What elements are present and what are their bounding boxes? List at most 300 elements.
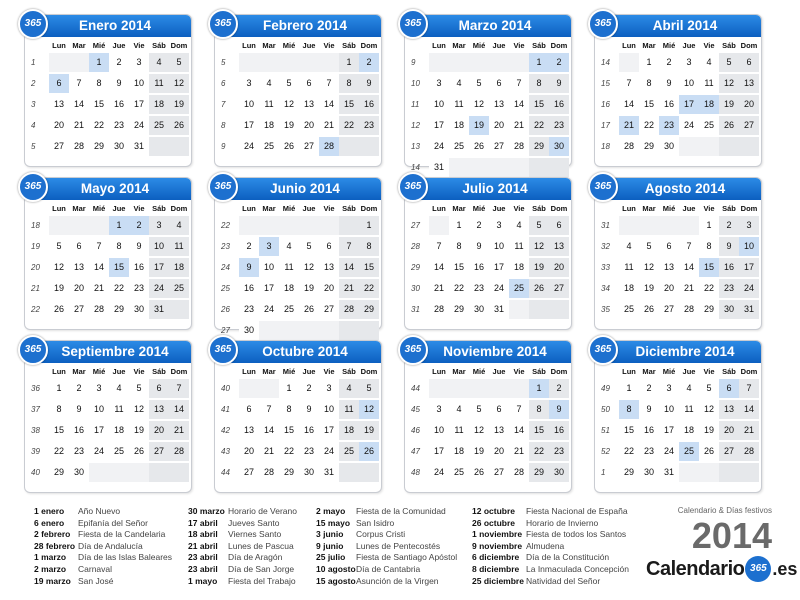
- day-name: Lun: [52, 204, 66, 213]
- day-cell: 20: [489, 116, 509, 135]
- day-cell: 5: [469, 400, 489, 419]
- day-cell: 30: [469, 300, 489, 319]
- day-cell: 29: [49, 463, 69, 482]
- day-cell: 15: [529, 95, 549, 114]
- day-cell: 12: [299, 258, 319, 277]
- holiday-date: 23 abril: [188, 552, 218, 563]
- day-name: Lun: [622, 367, 636, 376]
- day-cell: 1: [279, 379, 299, 398]
- day-name: Mié: [662, 367, 676, 376]
- week-number: 44: [221, 468, 230, 477]
- day-name: Mié: [282, 367, 296, 376]
- empty-day-cell: [679, 463, 699, 482]
- day-cell: 18: [339, 421, 359, 440]
- week-number: 25: [221, 284, 230, 293]
- week-row: [219, 136, 379, 157]
- day-cell: 22: [89, 116, 109, 135]
- day-cell: 6: [299, 74, 319, 93]
- day-name: Mié: [92, 204, 106, 213]
- day-cell: 11: [679, 400, 699, 419]
- week-number: 22: [221, 221, 230, 230]
- week-number: 43: [221, 447, 230, 456]
- day-cell: 12: [529, 237, 549, 256]
- week-number: 32: [601, 242, 610, 251]
- day-cell: 3: [129, 53, 149, 72]
- day-cell: 13: [489, 421, 509, 440]
- week-row: [29, 73, 189, 94]
- day-cell: 22: [279, 442, 299, 461]
- day-cell: 11: [259, 95, 279, 114]
- day-cell: 25: [149, 116, 169, 135]
- day-cell: 29: [619, 463, 639, 482]
- week-number: 16: [601, 100, 610, 109]
- day-cell: 13: [319, 258, 339, 277]
- day-cell: 13: [659, 258, 679, 277]
- week-row: [29, 136, 189, 157]
- day-name: Dom: [550, 41, 568, 50]
- day-cell: 26: [719, 116, 739, 135]
- holiday-list-2: [188, 506, 297, 587]
- holiday-date: 17 abril: [188, 517, 218, 528]
- day-cell: 21: [619, 116, 639, 135]
- week-row: [219, 115, 379, 136]
- day-cell: 17: [89, 421, 109, 440]
- day-cell: 23: [109, 116, 129, 135]
- day-cell: 6: [319, 237, 339, 256]
- day-cell: 27: [489, 137, 509, 156]
- day-cell: 24: [319, 442, 339, 461]
- week-number: 3: [31, 100, 36, 109]
- empty-day-cell: [239, 216, 259, 235]
- empty-day-cell: [299, 216, 319, 235]
- day-name: Lun: [432, 367, 446, 376]
- holiday-date: 6 enero: [34, 517, 65, 528]
- day-cell: 8: [359, 237, 379, 256]
- day-cell: 30: [239, 321, 259, 340]
- day-name: Sáb: [722, 367, 736, 376]
- day-name: Mié: [662, 41, 676, 50]
- week-number: 24: [221, 263, 230, 272]
- day-cell: 11: [109, 400, 129, 419]
- week-row: [29, 52, 189, 73]
- week-row: [219, 399, 379, 420]
- day-cell: 2: [69, 379, 89, 398]
- day-name: Sáb: [342, 41, 356, 50]
- day-name: Mar: [642, 41, 656, 50]
- empty-day-cell: [169, 463, 189, 482]
- day-cell: 4: [449, 74, 469, 93]
- month-title: Marzo 2014: [405, 15, 571, 37]
- day-cell: 10: [489, 237, 509, 256]
- empty-day-cell: [469, 53, 489, 72]
- day-cell: 19: [359, 421, 379, 440]
- empty-day-cell: [619, 53, 639, 72]
- day-cell: 20: [319, 279, 339, 298]
- day-cell: 3: [259, 237, 279, 256]
- empty-day-cell: [489, 379, 509, 398]
- day-cell: 15: [619, 421, 639, 440]
- day-cell: 28: [89, 300, 109, 319]
- holiday-list-4: [472, 506, 629, 587]
- day-cell: 15: [449, 258, 469, 277]
- day-cell: 31: [739, 300, 759, 319]
- day-cell: 15: [279, 421, 299, 440]
- empty-day-cell: [679, 216, 699, 235]
- day-name: Mar: [642, 367, 656, 376]
- day-name: Jue: [302, 41, 316, 50]
- day-cell: 14: [429, 258, 449, 277]
- day-cell: 23: [719, 279, 739, 298]
- week-number: 26: [221, 305, 230, 314]
- week-row: [219, 441, 379, 462]
- day-cell: 5: [279, 74, 299, 93]
- empty-day-cell: [259, 216, 279, 235]
- holiday-date: 10 agosto: [316, 563, 356, 574]
- week-number: 21: [31, 284, 40, 293]
- day-cell: 15: [359, 258, 379, 277]
- day-cell: 18: [109, 421, 129, 440]
- day-cell: 30: [69, 463, 89, 482]
- day-cell: 17: [129, 95, 149, 114]
- day-cell: 19: [129, 421, 149, 440]
- week-row: [599, 215, 759, 236]
- day-cell: 9: [549, 400, 569, 419]
- holiday-item: [472, 564, 629, 576]
- week-row: [599, 378, 759, 399]
- holiday-date: 15 agosto: [316, 575, 356, 586]
- day-names-row: [219, 39, 379, 52]
- day-cell: 7: [259, 400, 279, 419]
- holiday-date: 1 enero: [34, 506, 65, 516]
- day-cell: 30: [719, 300, 739, 319]
- day-cell: 6: [239, 400, 259, 419]
- day-cell: 6: [659, 237, 679, 256]
- empty-day-cell: [719, 137, 739, 156]
- day-cell: 9: [69, 400, 89, 419]
- badge-365-icon: 365: [588, 172, 618, 202]
- holiday-item: [316, 552, 457, 564]
- empty-day-cell: [279, 321, 299, 340]
- day-cell: 17: [679, 95, 699, 114]
- day-cell: 21: [509, 116, 529, 135]
- day-names-row: [219, 202, 379, 215]
- day-name: Mié: [282, 41, 296, 50]
- day-cell: 7: [319, 74, 339, 93]
- day-cell: 20: [549, 258, 569, 277]
- day-cell: 16: [549, 95, 569, 114]
- month-calendar: [24, 14, 192, 167]
- day-name: Dom: [740, 204, 758, 213]
- month-calendar: [404, 340, 572, 493]
- day-cell: 7: [509, 400, 529, 419]
- day-cell: 16: [299, 421, 319, 440]
- day-cell: 8: [619, 400, 639, 419]
- day-cell: 25: [109, 442, 129, 461]
- day-cell: 18: [509, 258, 529, 277]
- empty-day-cell: [549, 300, 569, 319]
- day-cell: 16: [109, 95, 129, 114]
- day-cell: 15: [529, 421, 549, 440]
- week-row: [219, 320, 379, 341]
- day-cell: 14: [509, 95, 529, 114]
- day-cell: 25: [259, 137, 279, 156]
- day-cell: 4: [279, 237, 299, 256]
- day-name: Sáb: [722, 204, 736, 213]
- holiday-name: Día de Aragón: [228, 552, 283, 563]
- day-cell: 28: [429, 300, 449, 319]
- empty-day-cell: [509, 300, 529, 319]
- day-cell: 8: [699, 237, 719, 256]
- day-name: Vie: [323, 367, 335, 376]
- day-name: Sáb: [342, 204, 356, 213]
- day-cell: 8: [529, 74, 549, 93]
- holiday-item: [472, 518, 629, 530]
- brand-logo: [646, 556, 797, 582]
- week-row: [219, 236, 379, 257]
- week-row: [29, 236, 189, 257]
- week-number: 50: [601, 405, 610, 414]
- day-cell: 23: [239, 300, 259, 319]
- empty-day-cell: [429, 379, 449, 398]
- week-number: 18: [601, 142, 610, 151]
- week-number: 45: [411, 405, 420, 414]
- holiday-list-1: [34, 506, 172, 587]
- day-cell: 7: [169, 379, 189, 398]
- month-title: Enero 2014: [25, 15, 191, 37]
- week-number: 42: [221, 426, 230, 435]
- day-cell: 26: [169, 116, 189, 135]
- week-row: [409, 278, 569, 299]
- day-cell: 24: [239, 137, 259, 156]
- empty-day-cell: [429, 53, 449, 72]
- day-cell: 16: [69, 421, 89, 440]
- day-cell: 9: [359, 74, 379, 93]
- day-cell: 5: [719, 53, 739, 72]
- day-cell: 23: [299, 442, 319, 461]
- week-row: [599, 73, 759, 94]
- day-name: Jue: [682, 367, 696, 376]
- holiday-item: [316, 541, 457, 553]
- week-row: [599, 136, 759, 157]
- day-name: Mar: [72, 41, 86, 50]
- holiday-item: [34, 564, 172, 576]
- week-number: 49: [601, 384, 610, 393]
- week-number-header: [599, 202, 619, 215]
- week-row: [409, 441, 569, 462]
- brand-subtitle: Calendario & Días festivos: [677, 506, 772, 515]
- day-cell: 26: [299, 300, 319, 319]
- day-cell: 8: [639, 74, 659, 93]
- day-name: Mié: [92, 41, 106, 50]
- day-cell: 4: [509, 216, 529, 235]
- week-number-header: [29, 39, 49, 52]
- day-cell: 25: [449, 137, 469, 156]
- empty-day-cell: [109, 463, 129, 482]
- day-name: Sáb: [152, 367, 166, 376]
- week-number: 20: [31, 263, 40, 272]
- month-calendar: [594, 177, 762, 330]
- holiday-name: Epifanía del Señor: [78, 517, 148, 528]
- day-cell: 14: [259, 421, 279, 440]
- day-cell: 14: [169, 400, 189, 419]
- day-name: Dom: [360, 204, 378, 213]
- week-row: [29, 278, 189, 299]
- week-number: 15: [601, 79, 610, 88]
- day-cell: 8: [49, 400, 69, 419]
- day-cell: 9: [469, 237, 489, 256]
- holiday-name: Horario de Invierno: [526, 517, 599, 528]
- day-cell: 19: [469, 116, 489, 135]
- day-cell: 2: [299, 379, 319, 398]
- day-name: Vie: [703, 367, 715, 376]
- month-title: Febrero 2014: [215, 15, 381, 37]
- holiday-date: 1 marzo: [34, 552, 67, 563]
- day-cell: 27: [489, 463, 509, 482]
- day-cell: 17: [659, 421, 679, 440]
- day-name: Vie: [703, 41, 715, 50]
- day-name: Dom: [740, 367, 758, 376]
- day-cell: 4: [149, 53, 169, 72]
- week-row: [409, 52, 569, 73]
- day-name: Sáb: [152, 204, 166, 213]
- month-grid: [29, 365, 189, 483]
- empty-day-cell: [359, 137, 379, 156]
- day-cell: 13: [719, 400, 739, 419]
- week-row: [599, 94, 759, 115]
- month-title: Agosto 2014: [595, 178, 761, 200]
- day-cell: 27: [719, 442, 739, 461]
- holiday-date: 18 abril: [188, 529, 218, 540]
- day-cell: 20: [489, 442, 509, 461]
- week-row: [409, 462, 569, 483]
- day-cell: 5: [699, 379, 719, 398]
- day-name: Lun: [432, 204, 446, 213]
- empty-day-cell: [339, 321, 359, 340]
- day-cell: 18: [169, 258, 189, 277]
- day-cell: 25: [449, 463, 469, 482]
- day-cell: 21: [679, 279, 699, 298]
- day-cell: 10: [259, 258, 279, 277]
- day-cell: 19: [169, 95, 189, 114]
- week-number: 33: [601, 263, 610, 272]
- day-cell: 28: [509, 137, 529, 156]
- holiday-item: [188, 506, 297, 518]
- day-name: Dom: [170, 204, 188, 213]
- holiday-item: [34, 506, 172, 518]
- week-row: [29, 462, 189, 483]
- day-cell: 23: [359, 116, 379, 135]
- holiday-item: [316, 506, 457, 518]
- day-cell: 9: [299, 400, 319, 419]
- day-cell: 4: [259, 74, 279, 93]
- empty-day-cell: [239, 53, 259, 72]
- day-names-row: [219, 365, 379, 378]
- day-name: Lun: [432, 41, 446, 50]
- day-cell: 14: [339, 258, 359, 277]
- day-cell: 6: [549, 216, 569, 235]
- day-cell: 24: [679, 116, 699, 135]
- day-name: Dom: [550, 204, 568, 213]
- week-number: 2: [31, 79, 36, 88]
- day-cell: 24: [429, 137, 449, 156]
- day-cell: 18: [619, 279, 639, 298]
- empty-day-cell: [49, 216, 69, 235]
- day-cell: 19: [469, 442, 489, 461]
- day-cell: 8: [89, 74, 109, 93]
- day-name: Lun: [622, 204, 636, 213]
- empty-day-cell: [529, 158, 549, 177]
- week-row: [409, 136, 569, 157]
- holiday-name: Año Nuevo: [78, 506, 121, 516]
- day-cell: 1: [699, 216, 719, 235]
- month-title: Diciembre 2014: [595, 341, 761, 363]
- day-cell: 24: [89, 442, 109, 461]
- day-cell: 11: [449, 95, 469, 114]
- empty-day-cell: [69, 216, 89, 235]
- day-cell: 7: [739, 379, 759, 398]
- day-cell: 5: [129, 379, 149, 398]
- day-cell: 24: [149, 279, 169, 298]
- day-name: Dom: [170, 367, 188, 376]
- holiday-date: 15 mayo: [316, 517, 351, 528]
- week-number: 9: [221, 142, 226, 151]
- day-cell: 3: [429, 74, 449, 93]
- day-cell: 31: [319, 463, 339, 482]
- holiday-date: 21 abril: [188, 540, 218, 551]
- week-number: 31: [601, 221, 610, 230]
- month-calendar: [594, 14, 762, 167]
- day-cell: 13: [549, 237, 569, 256]
- day-cell: 10: [739, 237, 759, 256]
- day-cell: 31: [489, 300, 509, 319]
- holiday-item: [472, 506, 629, 518]
- brand-logo-badge: 365: [745, 556, 771, 582]
- day-name: Mar: [452, 367, 466, 376]
- day-cell: 14: [739, 400, 759, 419]
- day-cell: 13: [239, 421, 259, 440]
- week-row: [599, 299, 759, 320]
- holiday-date: 1 mayo: [188, 575, 218, 586]
- day-name: Dom: [740, 41, 758, 50]
- day-cell: 6: [49, 74, 69, 93]
- day-name: Sáb: [342, 367, 356, 376]
- day-cell: 16: [129, 258, 149, 277]
- month-grid: [409, 365, 569, 483]
- holiday-name: San José: [78, 575, 114, 586]
- week-number: 19: [31, 242, 40, 251]
- week-number: 51: [601, 426, 610, 435]
- day-cell: 31: [129, 137, 149, 156]
- day-cell: 10: [129, 74, 149, 93]
- day-cell: 3: [89, 379, 109, 398]
- day-cell: 7: [429, 237, 449, 256]
- empty-day-cell: [469, 379, 489, 398]
- holiday-date: 25 julio: [316, 552, 346, 563]
- empty-day-cell: [449, 379, 469, 398]
- day-cell: 5: [639, 237, 659, 256]
- day-cell: 3: [429, 400, 449, 419]
- day-cell: 20: [659, 279, 679, 298]
- day-cell: 22: [529, 116, 549, 135]
- day-cell: 21: [319, 116, 339, 135]
- day-cell: 11: [169, 237, 189, 256]
- day-cell: 23: [469, 279, 489, 298]
- month-title: Junio 2014: [215, 178, 381, 200]
- week-row: [29, 94, 189, 115]
- holiday-date: 1 noviembre: [472, 529, 523, 540]
- holiday-name: Día de las Islas Baleares: [78, 552, 173, 563]
- day-cell: 2: [719, 216, 739, 235]
